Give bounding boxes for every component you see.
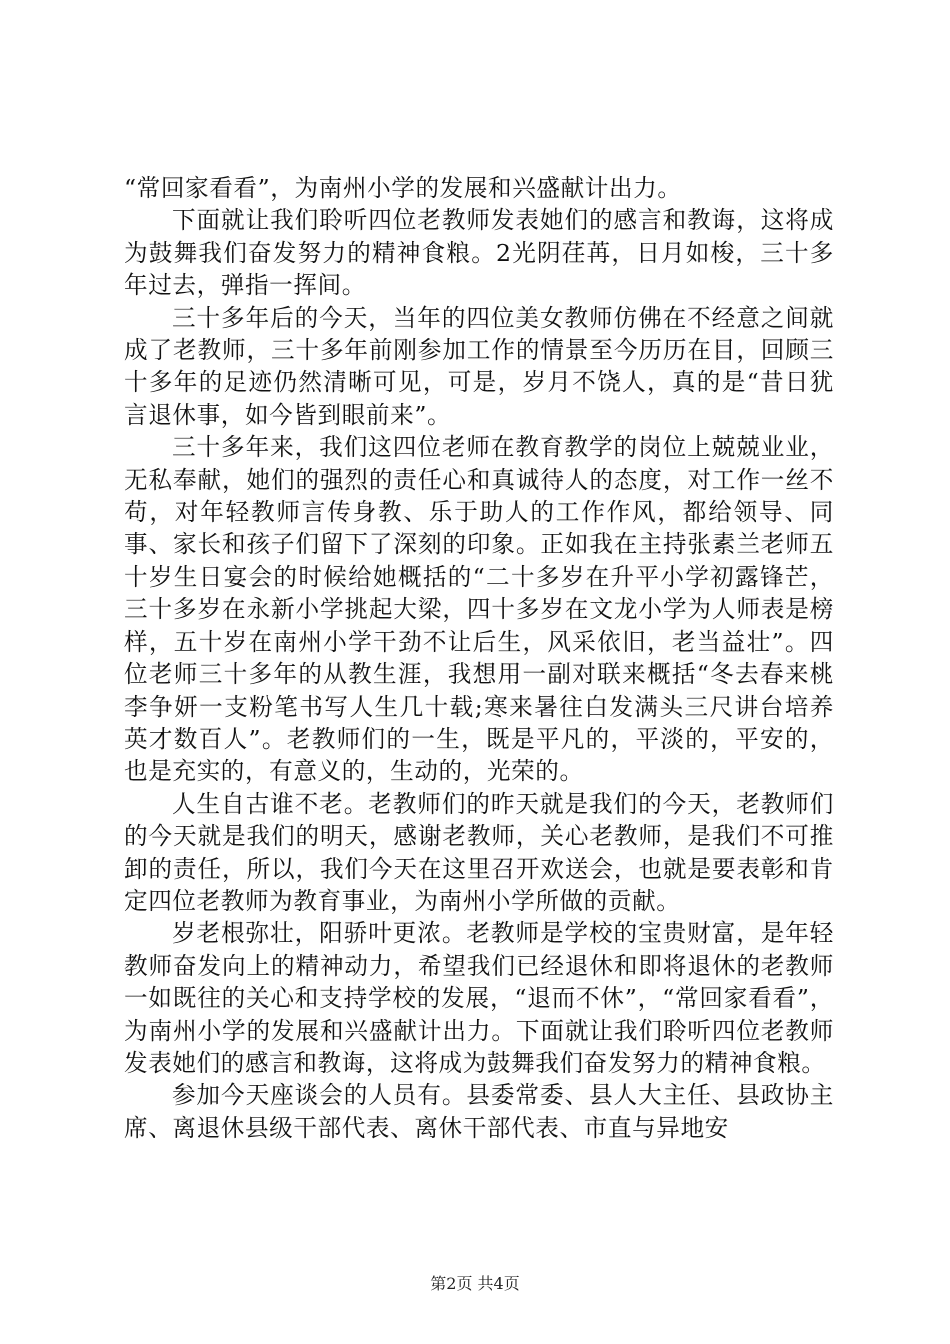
page-number-label: 第2页 共4页 <box>430 1274 520 1293</box>
document-body <box>124 172 834 1144</box>
paragraph-3: 三十多年后的今天，当年的四位美女教师仿佛在不经意之间就成了老教师，三十多年前刚参加工作的情景至今历历在目，回顾三十多年的足迹仍然清晰可见，可是，岁月不饶人，真的是“昔日犹言退休事，如今皆到眼前来”。 <box>124 303 834 429</box>
paragraph-4: 三十多年来，我们这四位老师在教育教学的岗位上兢兢业业，无私奉献，她们的强烈的责任心和真诚待人的态度，对工作一丝不苟，对年轻教师言传身教、乐于助人的工作作风，都给领导、同事、家长和孩子们留下了深刻的印象。正如我在主持张素兰老师五十岁生日宴会的时候给她概括的“二十多岁在升平小学初露锋芒，三十多岁在永新小学挑起大梁，四十多岁在文龙小学为人师表是榜样，五十岁在南州小学干劲不让后生，风采依旧，老当益壮”。四位老师三十多年的从教生涯，我想用一副对联来概括“冬去春来桃李争妍一支粉笔书写人生几十载;寒来暑往白发满头三尺讲台培养英才数百人”。老教师们的一生，既是平凡的，平淡的，平安的，也是充实的，有意义的，生动的，光荣的。 <box>124 433 834 786</box>
paragraph-7: 参加今天座谈会的人员有。县委常委、县人大主任、县政协主席、离退休县级干部代表、离休干部代表、市直与异地安 <box>124 1081 834 1142</box>
paragraph-1: “常回家看看”，为南州小学的发展和兴盛献计出力。 <box>124 174 682 202</box>
paragraph-5: 人生自古谁不老。老教师们的昨天就是我们的今天，老教师们的今天就是我们的明天，感谢老教师，关心老教师，是我们不可推卸的责任，所以，我们今天在这里召开欢送会，也就是要表彰和肯定四位老教师为教育事业，为南州小学所做的贡献。 <box>124 789 834 915</box>
page-footer <box>0 1274 950 1294</box>
paragraph-6: 岁老根弥壮，阳骄叶更浓。老教师是学校的宝贵财富，是年轻教师奋发向上的精神动力，希望我们已经退休和即将退休的老教师一如既往的关心和支持学校的发展，“退而不休”，“常回家看看”，为南州小学的发展和兴盛献计出力。下面就让我们聆听四位老教师发表她们的感言和教诲，这将成为鼓舞我们奋发努力的精神食粮。 <box>124 919 834 1077</box>
paragraph-2: 下面就让我们聆听四位老教师发表她们的感言和教诲，这将成为鼓舞我们奋发努力的精神食粮。2光阴荏苒，日月如梭，三十多年过去，弹指一挥间。 <box>124 206 834 300</box>
